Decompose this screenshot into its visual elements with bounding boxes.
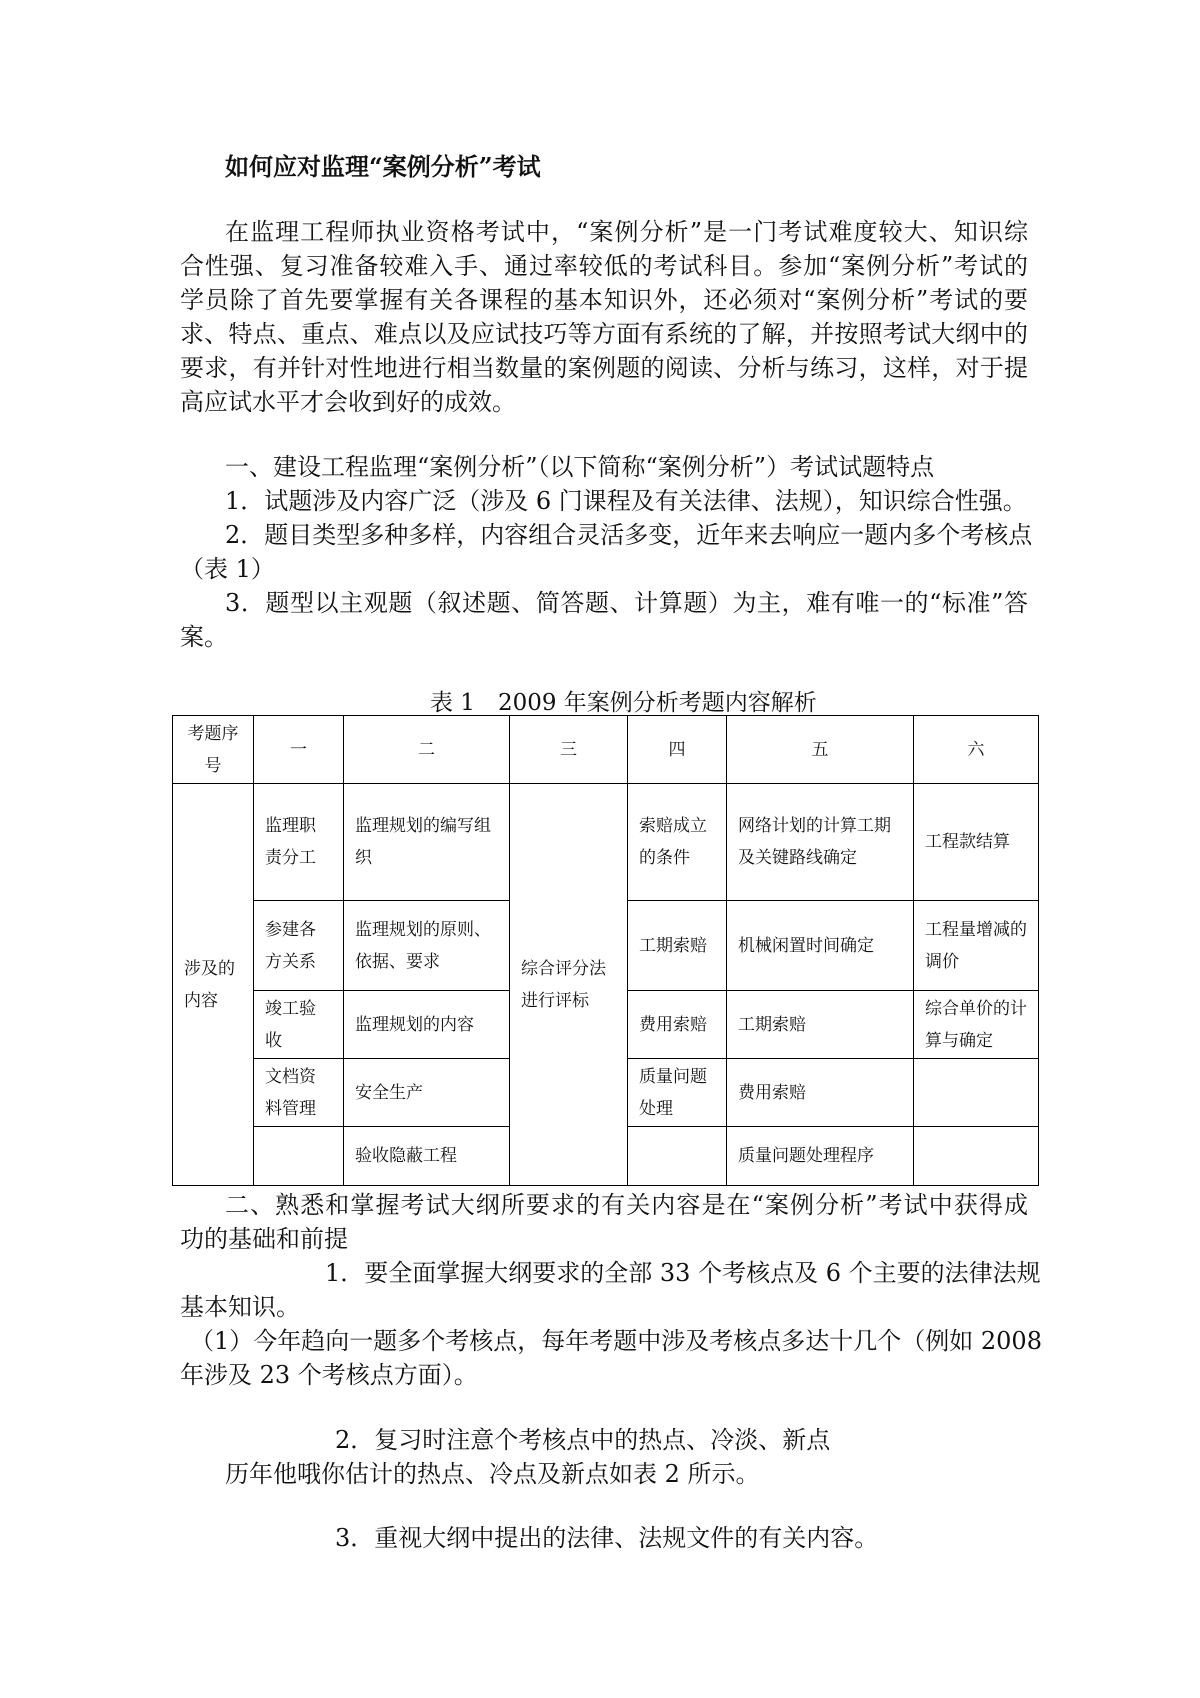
intro-line: 高应试水平才会收到好的成效。 (180, 388, 516, 416)
section2-item1-cont: 基本知识。 (180, 1293, 300, 1321)
table-cell (254, 1127, 344, 1186)
exam-content-table (172, 715, 1039, 1186)
table-cell: 文档资料管理 (254, 1059, 344, 1127)
row-label-cell: 涉及的内容 (173, 784, 254, 1186)
section2-sub1: （1）今年趋向一题多个考核点，每年考题中涉及考核点多达十几个（例如 2008 (190, 1327, 1042, 1355)
intro-line: 在监理工程师执业资格考试中，“案例分析”是一门考试难度较大、知识综 (225, 218, 1028, 246)
table-row (173, 784, 1039, 901)
table-cell: 竣工验收 (254, 991, 344, 1059)
table-cell: 工程款结算 (914, 784, 1039, 901)
table-cell: 参建各方关系 (254, 901, 344, 991)
table-cell: 工期索赔 (727, 991, 914, 1059)
table-caption: 表 1 2009 年案例分析考题内容解析 (430, 690, 817, 716)
table-cell: 索赔成立的条件 (628, 784, 727, 901)
section1-heading: 一、建设工程监理“案例分析”（以下简称“案例分析”）考试试题特点 (225, 453, 935, 481)
table-cell (628, 1127, 727, 1186)
table-cell: 工期索赔 (628, 901, 727, 991)
section2-heading: 二、熟悉和掌握考试大纲所要求的有关内容是在“案例分析”考试中获得成 (225, 1191, 1028, 1219)
table-cell: 机械闲置时间确定 (727, 901, 914, 991)
intro-line: 求、特点、重点、难点以及应试技巧等方面有系统的了解，并按照考试大纲中的 (180, 320, 1028, 348)
table-header-row (173, 716, 1039, 784)
table-cell: 费用索赔 (727, 1059, 914, 1127)
table-cell: 监理规划的编写组织 (344, 784, 510, 901)
document-title: 如何应对监理“案例分析”考试 (225, 152, 541, 181)
table-cell: 综合单价的计算与确定 (914, 991, 1039, 1059)
header-cell: 六 (914, 716, 1039, 784)
table-cell: 质量问题处理程序 (727, 1127, 914, 1186)
table-cell (914, 1127, 1039, 1186)
table-cell: 监理规划的原则、依据、要求 (344, 901, 510, 991)
header-cell: 二 (344, 716, 510, 784)
section2-sub1-cont: 年涉及 23 个考核点方面）。 (180, 1361, 478, 1389)
table-cell: 监理规划的内容 (344, 991, 510, 1059)
table-cell: 费用索赔 (628, 991, 727, 1059)
header-cell: 一 (254, 716, 344, 784)
table-cell: 监理职责分工 (254, 784, 344, 901)
table-cell: 网络计划的计算工期及关键路线确定 (727, 784, 914, 901)
section2-heading-cont: 功的基础和前提 (180, 1225, 348, 1253)
section2-item3: 3．重视大纲中提出的法律、法规文件的有关内容。 (335, 1524, 879, 1552)
section2-item1: 1．要全面掌握大纲要求的全部 33 个考核点及 6 个主要的法律法规 (325, 1259, 1041, 1287)
section1-item2-cont: （表 1） (180, 555, 275, 583)
table-cell-merged: 综合评分法进行评标 (510, 784, 628, 1186)
header-cell: 四 (628, 716, 727, 784)
section1-item1: 1．试题涉及内容广泛（涉及 6 门课程及有关法律、法规），知识综合性强。 (225, 487, 1027, 515)
section1-item3-cont: 案。 (180, 623, 228, 651)
section1-item2: 2．题目类型多种多样，内容组合灵活多变，近年来去响应一题内多个考核点 (225, 521, 1033, 549)
section1-item3: 3．题型以主观题（叙述题、简答题、计算题）为主，难有唯一的“标准”答 (225, 589, 1028, 617)
table-cell: 安全生产 (344, 1059, 510, 1127)
header-cell: 五 (727, 716, 914, 784)
section2-item2: 2．复习时注意个考核点中的热点、冷淡、新点 (335, 1426, 831, 1454)
intro-line: 学员除了首先要掌握有关各课程的基本知识外，还必须对“案例分析”考试的要 (180, 286, 1028, 314)
section2-item2-note: 历年他哦你估计的热点、冷点及新点如表 2 所示。 (225, 1460, 760, 1488)
table-cell: 工程量增减的调价 (914, 901, 1039, 991)
intro-line: 要求，有并针对性地进行相当数量的案例题的阅读、分析与练习，这样，对于提 (180, 354, 1028, 382)
table-cell (914, 1059, 1039, 1127)
table-cell: 验收隐蔽工程 (344, 1127, 510, 1186)
table-cell: 质量问题处理 (628, 1059, 727, 1127)
header-cell: 三 (510, 716, 628, 784)
header-cell: 考题序号 (173, 716, 254, 784)
intro-line: 合性强、复习准备较难入手、通过率较低的考试科目。参加“案例分析”考试的 (180, 252, 1028, 280)
